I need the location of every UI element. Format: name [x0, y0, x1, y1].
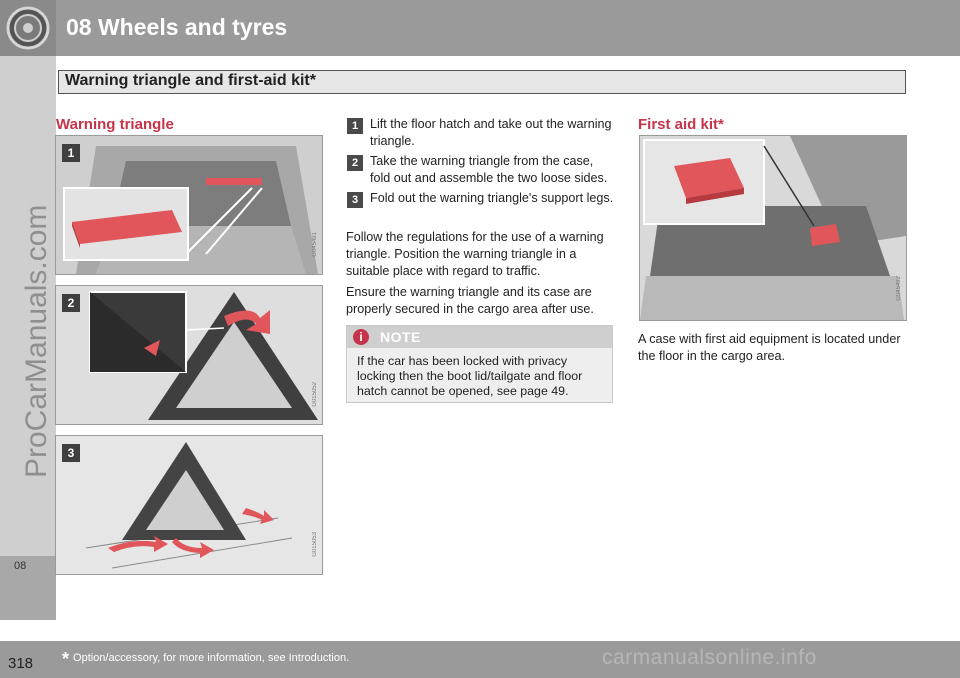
figure-1-cargo-area	[55, 135, 323, 275]
section-title-bar	[58, 70, 906, 94]
step-text: Lift the floor hatch and take out the warning triangle.	[370, 117, 612, 148]
step-number: 1	[347, 118, 363, 134]
footnote-text: Option/accessory, for more information, see Introduction.	[73, 652, 350, 664]
figure-code: G015052	[312, 382, 318, 407]
regulations-paragraph: Follow the regulations for the use of a warning triangle. Position the warning triangle in a suitable place with regard to traffic.	[346, 230, 604, 278]
note-label: NOTE	[380, 329, 421, 345]
first-aid-heading: First aid kit*	[638, 116, 724, 133]
step-text: Fold out the warning triangle's support legs.	[370, 191, 614, 205]
secure-paragraph: Ensure the warning triangle and its case are properly secured in the cargo area after use.	[346, 285, 594, 316]
figure-code: G045491	[312, 232, 318, 257]
figure-code: G015053	[312, 532, 318, 557]
section-title: Warning triangle and first-aid kit*	[65, 72, 316, 89]
note-box	[346, 325, 613, 403]
note-header	[347, 326, 612, 348]
step-text: Take the warning triangle from the case, fold out and assemble the two loose sides.	[370, 154, 608, 185]
chapter-header	[0, 0, 960, 56]
note-text: If the car has been locked with privacy locking then the boot lid/tailgate and floor hatch cannot be opened, see page 49.	[357, 354, 583, 398]
figure-number: 3	[62, 444, 80, 462]
side-watermark: ProCarManuals.com	[20, 204, 53, 478]
figure-3-support-legs	[55, 435, 323, 575]
first-aid-figure	[639, 135, 907, 321]
warning-triangle-heading: Warning triangle	[56, 116, 174, 133]
footnote-asterisk: *	[62, 649, 70, 669]
tyre-icon	[0, 0, 56, 56]
footnote	[62, 649, 349, 670]
chapter-title: 08 Wheels and tyres	[66, 14, 288, 40]
page-number: 318	[8, 655, 34, 672]
footer-watermark: carmanualsonline.info	[602, 646, 817, 669]
chapter-tab[interactable]	[0, 556, 56, 620]
info-icon: i	[353, 329, 369, 345]
figure-number: 1	[62, 144, 80, 162]
step-number: 3	[347, 192, 363, 208]
figure-number: 2	[62, 294, 80, 312]
first-aid-paragraph: A case with first aid equipment is located under the floor in the cargo area.	[638, 332, 901, 363]
figure-code: G045492	[896, 276, 902, 301]
step-number: 2	[347, 155, 363, 171]
chapter-tab-label: 08	[14, 560, 27, 572]
figure-2-assembly	[55, 285, 323, 425]
